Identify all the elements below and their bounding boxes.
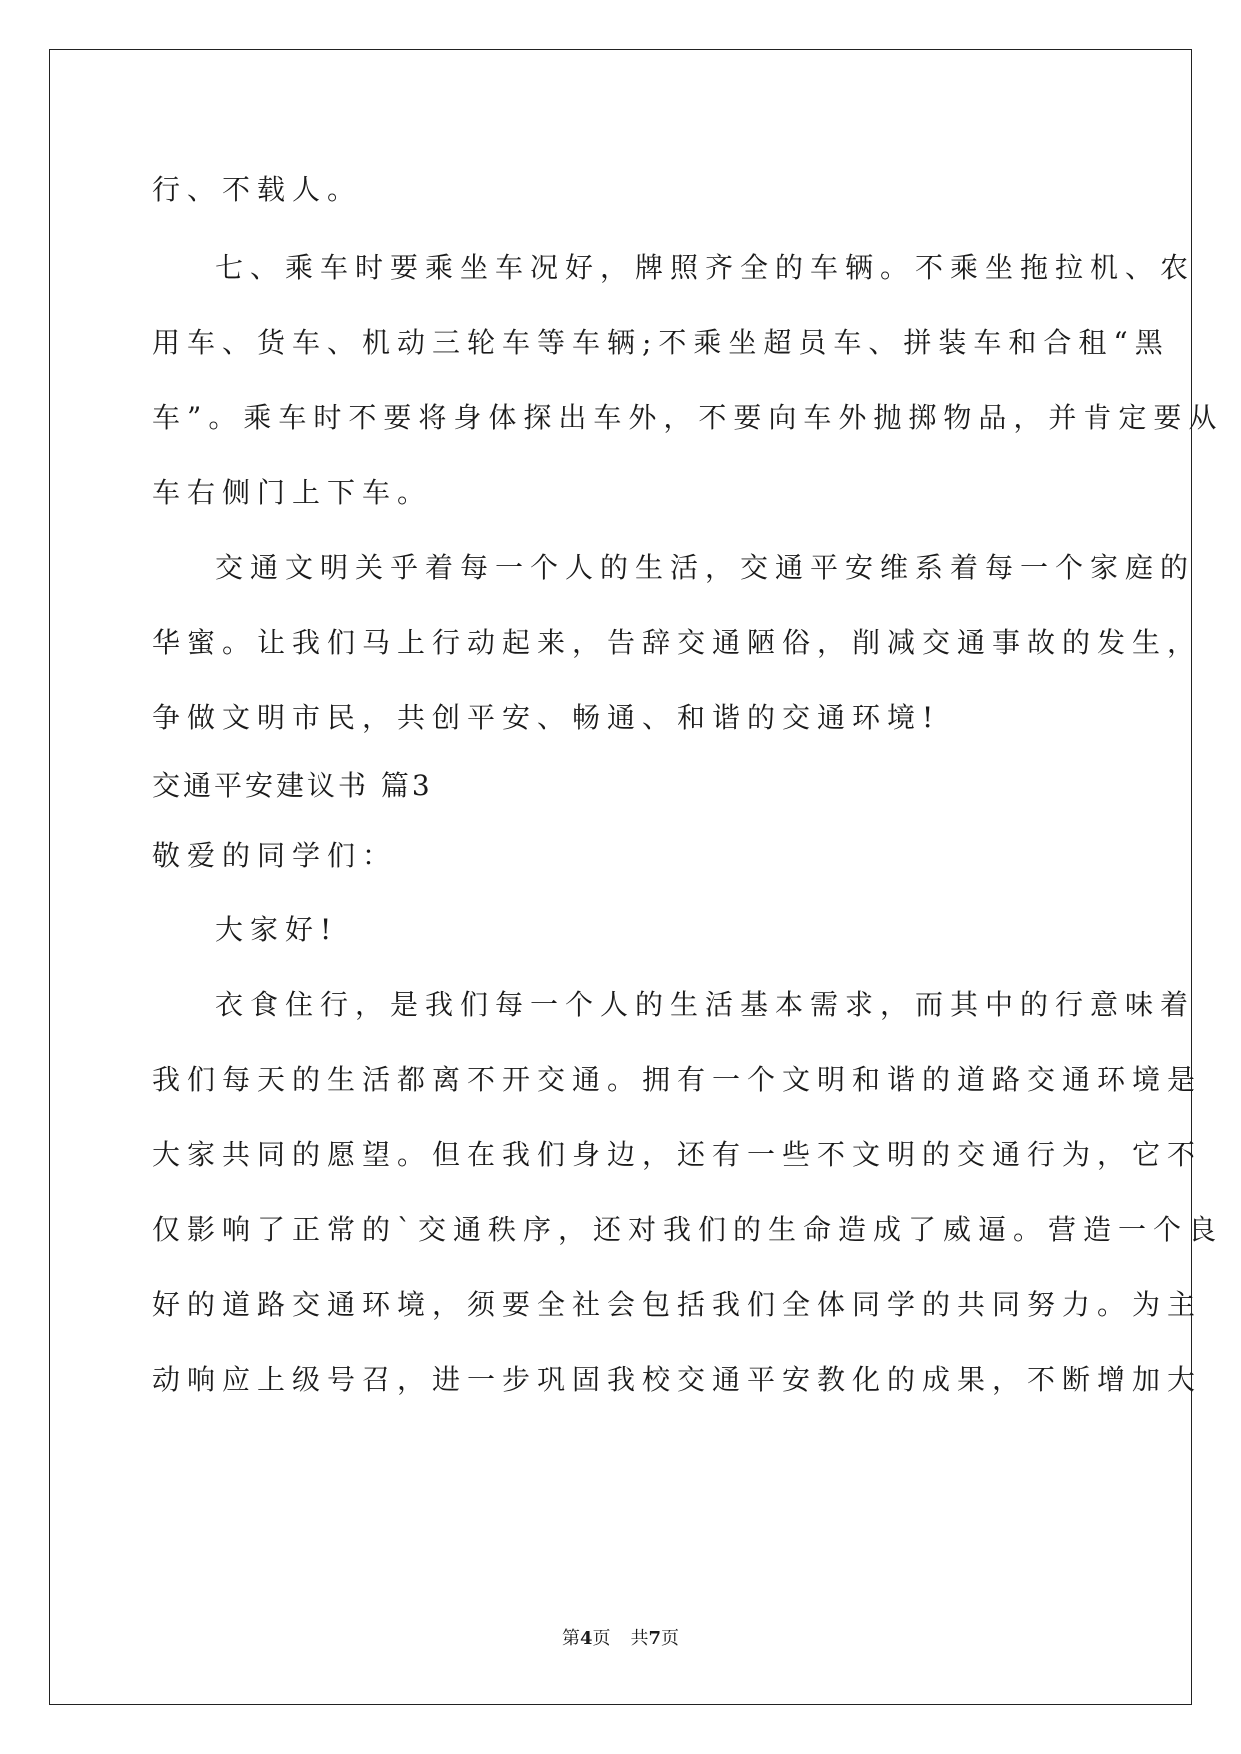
text-line: 动响应上级号召，进一步巩固我校交通平安教化的成果，不断增加大 [152, 1363, 1203, 1396]
page-total-number: 7 [648, 1628, 662, 1649]
text-line: 争做文明市民，共创平安、畅通、和谐的交通环境! [152, 701, 941, 734]
paragraph-seven-start: 七、乘车时要乘坐车况好，牌照齐全的车辆。不乘坐拖拉机、农 [215, 251, 1196, 284]
text-line: 华蜜。让我们马上行动起来，告辞交通陋俗，削减交通事故的发生， [152, 626, 1203, 659]
text-line: 行、不载人。 [152, 173, 363, 206]
text-line: 我们每天的生活都离不开交通。拥有一个文明和谐的道路交通环境是 [152, 1063, 1203, 1096]
text-line: 车右侧门上下车。 [152, 476, 433, 509]
page-border [49, 49, 1192, 1705]
text-line: 车”。乘车时不要将身体探出车外，不要向车外抛掷物品，并肯定要从 [152, 401, 1224, 434]
total-suffix: 页 [661, 1628, 680, 1649]
total-prefix: 共 [630, 1628, 649, 1649]
text-line: 用车、货车、机动三轮车等车辆;不乘坐超员车、拼装车和合租“黑 [152, 326, 1170, 359]
text-line: 大家共同的愿望。但在我们身边，还有一些不文明的交通行为，它不 [152, 1138, 1203, 1171]
page-footer [0, 1627, 1241, 1651]
salutation: 敬爱的同学们： [152, 839, 398, 872]
page-suffix: 页 [592, 1628, 611, 1649]
page-current-number: 4 [579, 1628, 593, 1649]
closing-paragraph-start: 交通文明关乎着每一个人的生活，交通平安维系着每一个家庭的 [215, 551, 1196, 584]
page-prefix: 第 [561, 1628, 580, 1649]
text-line: 仅影响了正常的`交通秩序，还对我们的生命造成了威逼。营造一个良 [152, 1213, 1224, 1246]
section-heading: 交通平安建议书 篇3 [152, 769, 433, 802]
text-line: 好的道路交通环境，须要全社会包括我们全体同学的共同努力。为主 [152, 1288, 1203, 1321]
greeting: 大家好! [215, 913, 339, 946]
body-paragraph-start: 衣食住行，是我们每一个人的生活基本需求，而其中的行意味着 [215, 988, 1196, 1021]
